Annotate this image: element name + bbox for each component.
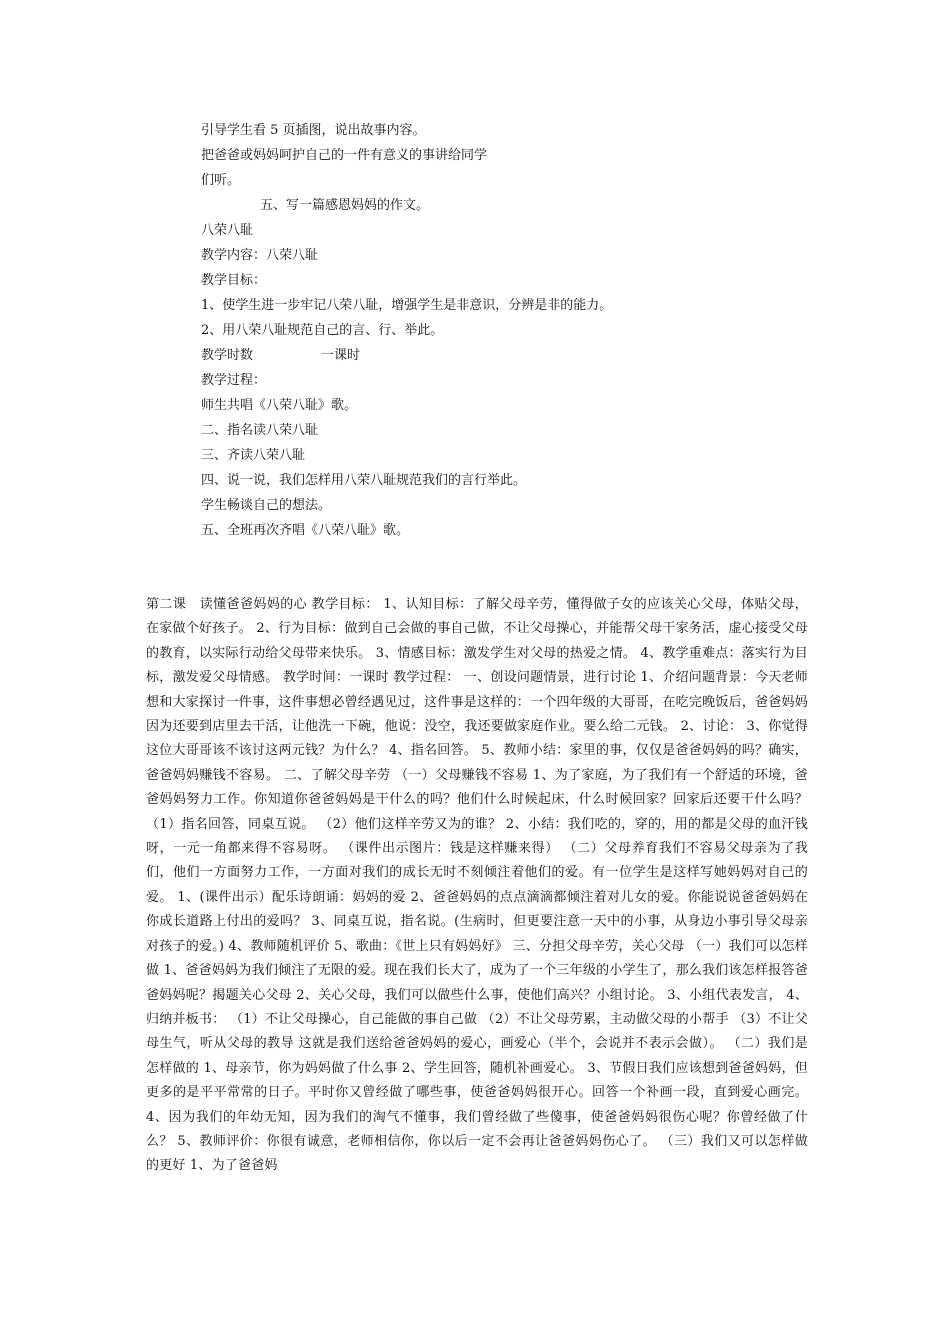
text-line: 把爸爸或妈妈呵护自己的一件有意义的事讲给同学 — [201, 148, 488, 163]
teaching-content: 教学内容：八荣八耻 — [201, 248, 319, 263]
process-step: 二、指名读八荣八耻 — [201, 423, 319, 438]
process-step: 师生共唱《八荣八耻》歌。 — [201, 398, 358, 413]
teaching-time — [201, 343, 801, 368]
goals-label: 教学目标： — [201, 273, 267, 288]
text-line: 们听。 — [201, 173, 241, 188]
text-line: 五、写一篇感恩妈妈的作文。 — [260, 198, 430, 213]
process-step: 五、全班再次齐唱《八荣八耻》歌。 — [201, 523, 410, 538]
process-step: 四、说一说，我们怎样用八荣八耻规范我们的言行举此。 — [201, 473, 527, 488]
process-label: 教学过程： — [201, 373, 267, 388]
lesson-two-paragraph: 第二课 读懂爸爸妈妈的心 教学目标： 1、认知目标：了解父母辛劳，懂得做子女的应该关心父母，体贴父母，在家做个好孩子。 2、行为目标：做到自己会做的事自己做，不让父母操心，并能帮父母干家务活，虚心接受父母的教育，以实际行动给父母带来快乐。 3、情感目标：激发学生对父母的热爱之情。 4、教学重难点：落实行为目标，激发爱父母情感。 教学时间：一课时 教学过程： 一、创设问题情景，进行讨论 1、介绍问题背景：今天老师想和大家探讨一件事，这件事想必曾经遇见过，这件事是这样的：一个四年级的大哥哥，在吃完晚饭后，爸爸妈妈因为还要到店里去干活，让他洗一下碗，他说：没空，我还要做家庭作业。要么给二元钱。 2、讨论： 3、你觉得这位大哥哥该不该讨这两元钱？为什么？ 4、指名回答。 5、教师小结：家里的事，仅仅是爸爸妈妈的吗？确实，爸爸妈妈赚钱不容易。 二、了解父母辛劳 （一）父母赚钱不容易 1、为了家庭，为了我们有一个舒适的环境，爸爸妈妈努力工作。你知道你爸爸妈妈是干什么的吗？他们什么时候起床，什么时候回家？回家后还要干什么吗？ （1）指名回答，同桌互说。 （2）他们这样辛劳又为的谁？ 2、小结：我们吃的，穿的，用的都是父母的血汗钱呀，一元一角都来得不容易呀。 （课件出示图片：钱是这样赚来得） （二）父母养育我们不容易父母亲为了我们，他们一方面努力工作，一方面对我们的成长无时不刻倾注着他们的爱。有一位学生是这样写她妈妈对自己的爱。 1、(课件出示）配乐诗朗诵：妈妈的爱 2、爸爸妈妈的点点滴滴都倾注着对儿女的爱。你能说说爸爸妈妈在你成长道路上付出的爱吗？ 3、同桌互说，指名说。(生病时，但更要注意一天中的小事，从身边小事引导父母亲对孩子的爱。) 4、教师随机评价 5、歌曲：《世上只有妈妈好》 三、分担父母辛劳，关心父母 （一）我们可以怎样做 1、爸爸妈妈为我们倾注了无限的爱。现在我们长大了，成为了一个三年级的小学生了，那么我们该怎样报答爸爸妈妈呢？揭题关心父母 2、关心父母，我们可以做些什么事，使他们高兴？小组讨论。 3、小组代表发言， 4、归纳并板书： （1）不让父母操心，自己能做的事自己做 （2）不让父母劳累，主动做父母的小帮手 （3）不让父母生气，听从父母的教导 这就是我们送给爸爸妈妈的爱心，画爱心（半个，会说并不表示会做）。 （二）我们是怎样做的 1、母亲节，你为妈妈做了什么事 2、学生回答，随机补画爱心。 3、节假日我们应该想到爸爸妈妈，但更多的是平平常常的日子。平时你又曾经做了哪些事，使爸爸妈妈很开心。回答一个补画一段，直到爱心画完。 4、因为我们的年幼无知，因为我们的淘气不懂事，我们曾经做了些傻事，使爸爸妈妈很伤心呢？你曾经做了什么？ 5、教师评价：你很有诚意，老师相信你，你以后一定不会再让爸爸妈妈伤心了。 （三）我们又可以怎样做的更好 1、为了爸爸妈 — [146, 597, 808, 1174]
process-step: 学生畅谈自己的想法。 — [201, 498, 332, 513]
goal-item: 1、使学生进一步牢记八荣八耻，增强学生是非意识，分辨是非的能力。 — [201, 298, 613, 313]
time-label: 教学时数 — [201, 348, 254, 363]
lesson-one-section — [201, 118, 801, 543]
time-value: 一课时 — [321, 348, 361, 363]
process-step: 三、齐读八荣八耻 — [201, 448, 306, 463]
goal-item: 2、用八荣八耻规范自己的言、行、举此。 — [201, 323, 444, 338]
text-line: 引导学生看 5 页插图，说出故事内容。 — [201, 123, 426, 138]
section-title: 八荣八耻 — [201, 223, 254, 238]
